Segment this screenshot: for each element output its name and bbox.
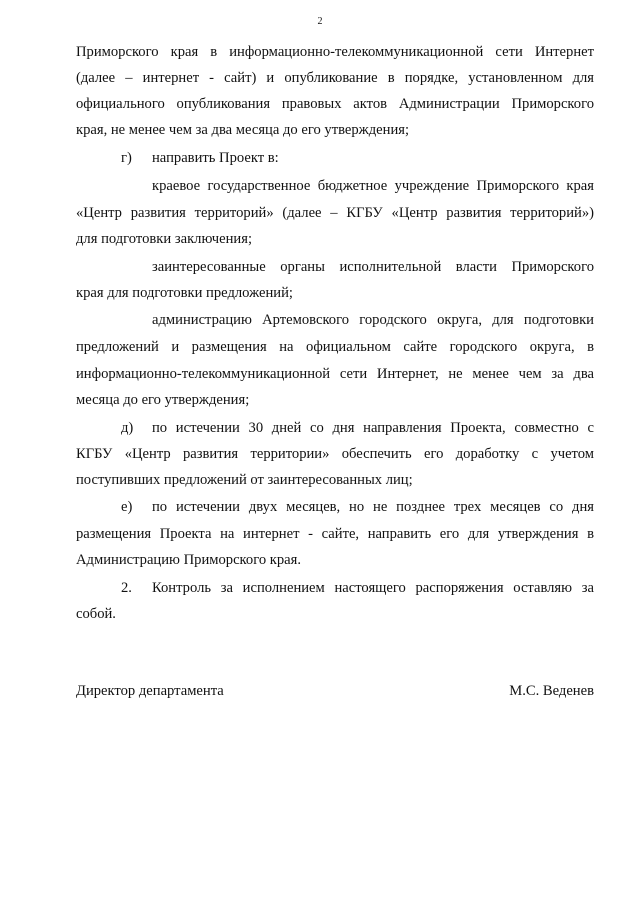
text-line: размещения Проекта на интернет - сайте, направить его для утверждения в <box>76 526 594 542</box>
text-line: месяца до его утверждения; <box>76 392 250 408</box>
list-marker: д) <box>121 420 134 436</box>
text-line: по истечении 30 дней со дня направления Проекта, совместно с <box>152 420 594 436</box>
text-line: администрацию Артемовского городского округа, для подготовки <box>152 312 594 328</box>
text-line: Приморского края в информационно-телекоммуникационной сети Интернет <box>76 44 594 60</box>
text-line: по истечении двух месяцев, но не позднее трех месяцев со дня <box>152 499 594 515</box>
text-line: информационно-телекоммуникационной сети Интернет, не менее чем за два <box>76 366 594 382</box>
signatory-name: М.С. Веденев <box>509 683 594 699</box>
text-line: собой. <box>76 606 116 622</box>
text-line: для подготовки заключения; <box>76 231 252 247</box>
text-line: края, не менее чем за два месяца до его утверждения; <box>76 122 410 138</box>
text-line: «Центр развития территорий» (далее – КГБУ «Центр развития территорий») <box>76 205 594 221</box>
text-line: края для подготовки предложений; <box>76 285 293 301</box>
list-marker: г) <box>121 150 132 166</box>
text-line: заинтересованные органы исполнительной власти Приморского <box>152 259 594 275</box>
text-line: КГБУ «Центр развития территории» обеспечить его доработку с учетом <box>76 446 594 462</box>
text-line: официального опубликования правовых актов Администрации Приморского <box>76 96 594 112</box>
text-line: краевое государственное бюджетное учреждение Приморского края <box>152 178 594 194</box>
text-line: (далее – интернет - сайт) и опубликование в порядке, установленном для <box>76 70 594 86</box>
signatory-position: Директор департамента <box>76 683 224 699</box>
text-line: Контроль за исполнением настоящего распоряжения оставляю за <box>152 580 594 596</box>
text-line: Администрацию Приморского края. <box>76 552 301 568</box>
list-marker: е) <box>121 499 133 515</box>
text-line: предложений и размещения на официальном сайте городского округа, в <box>76 339 594 355</box>
text-line: направить Проект в: <box>152 150 279 166</box>
list-marker: 2. <box>121 580 132 596</box>
page-number: 2 <box>317 16 323 27</box>
text-line: поступивших предложений от заинтересованных лиц; <box>76 472 413 488</box>
